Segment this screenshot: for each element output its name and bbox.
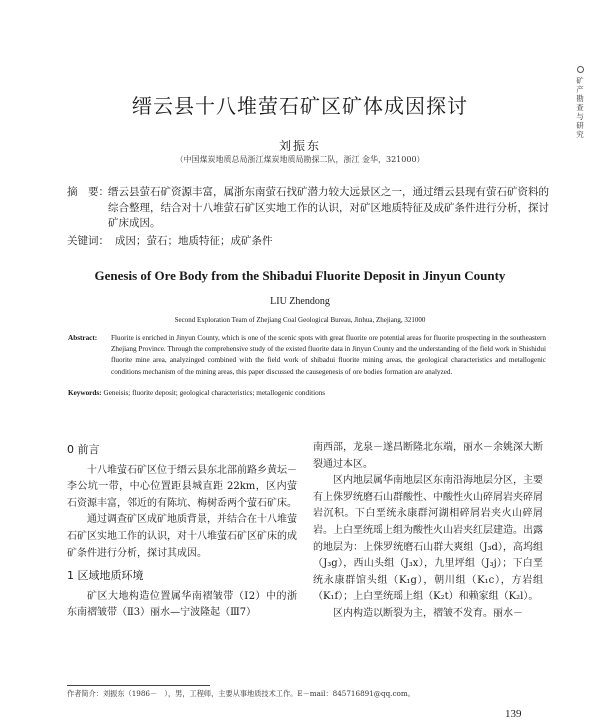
keywords-en-label: Keywords: [68, 389, 102, 397]
abstract-cn [67, 185, 551, 232]
author-affiliation-cn: （中国煤炭地质总局浙江煤炭地质局勘探二队，浙江 金华，321000） [175, 155, 425, 164]
keywords-cn-label: 关键词： [67, 235, 109, 247]
keywords-en-text: Geneisis; fluorite deposit; geological characteristics; metallogenic conditions [103, 389, 326, 397]
body-paragraph-continued: 南西部，龙泉－遂昌断隆北东端，丽水－余姚深大断裂通过本区。 [313, 442, 543, 470]
abstract-en-label: Abstract: [68, 334, 98, 342]
body-paragraph: 区内地层属华南地层区东南沿海地层分区，主要有上侏罗统磨石山群酸性、中酸性火山碎屑岩夹碎屑岩沉积。下白垩统永康群河湖相碎屑岩夹火山碎屑岩。上白垩统瑶上组为酸性火山岩夹红层建造。出露的地层为：上侏罗统磨石山群大爽组（J₃d），高坞组（J₃g），西山头组（J₃x），九里坪组（J₃j）；下白垩统永康群馆头组（K₁g），朝川组（K₁c），方岩组（K₁f）；上白垩统瑶上组（K₂t）和赖家组（K₂l）。 [313, 475, 543, 603]
section-heading-introduction: 0 前言 [67, 443, 100, 456]
body-paragraph: 矿区大地构造位置属华南褶皱带（Ⅰ2）中的浙东南褶皱带（Ⅱ3）丽水—宁波隆起（Ⅲ7） [67, 590, 297, 619]
footnote-divider [67, 685, 210, 686]
abstract-en-text: Fluorite is enriched in Jinyun County, which is one of the scenic spots with great fluorite ore potential areas for fluorite prospecting in the southeastern Zhejiang Province. Through the comprehensive study of the existed fluorite data in Jinyun County and the understanding of the field work in Shishidui fluorite mine area, analyzinged combined with the field work of shibadui fluorite mining areas, the geological characteristics and metallogenic conditions mechanism of the mining areas, this paper discussed the causegenesis of ore bodies formation are analyzed. [111, 334, 546, 376]
body-left-column [67, 440, 297, 622]
body-right-column [313, 440, 543, 623]
abstract-cn-text: 缙云县萤石矿资源丰富，属浙东南萤石找矿潜力较大远景区之一，通过缙云县现有萤石矿资料的综合整理，结合对十八堆萤石矿区实地工作的认识，对矿区地质特征及成矿条件进行分析，探讨矿床成因。 [108, 186, 549, 229]
paper-title-cn: 缙云县十八堆萤石矿区矿体成因探讨 [132, 94, 468, 118]
section-marker-icon [577, 66, 584, 73]
body-paragraph: 区内构造以断裂为主，褶皱不发育。丽水－ [333, 607, 523, 619]
keywords-cn-text: 成因；萤石；地质特征；成矿条件 [115, 235, 273, 247]
author-footnote: 作者简介：刘振东（1986－ ），男，工程师，主要从事地质技术工作。E－mail：845716891@qq.com。 [67, 689, 415, 698]
paper-title-en: Genesis of Ore Body from the Shibadui Fluorite Deposit in Jinyun County [94, 268, 506, 283]
author-name-en: LIU Zhendong [270, 296, 330, 307]
section-tag-text: 矿产勘查与研究 [576, 76, 584, 139]
keywords-en [68, 389, 546, 397]
journal-section-tag [573, 66, 587, 139]
keywords-cn [67, 233, 551, 248]
body-paragraph: 十八堆萤石矿区位于缙云县东北部前路乡黄坛－李公坑一带，中心位置距县城直距 22km，区内萤石资源丰富，邻近的有陈坑、梅树岙两个萤石矿床。 [67, 464, 297, 509]
section-heading-regional-geology: 1 区域地质环境 [67, 569, 144, 583]
page-number: 139 [505, 708, 522, 720]
body-paragraph: 通过调查矿区成矿地质背景，并结合在十八堆萤石矿区实地工作的认识，对十八堆萤石矿区矿床的成矿条件进行分析，探讨其成因。 [67, 514, 297, 559]
author-name-cn: 刘振东 [278, 139, 321, 153]
author-affiliation-en: Second Exploration Team of Zhejiang Coal Geological Bureau, Jinhua, Zhejiang, 321000 [174, 316, 426, 324]
abstract-en [68, 333, 546, 378]
abstract-cn-label: 摘 要： [67, 186, 109, 198]
